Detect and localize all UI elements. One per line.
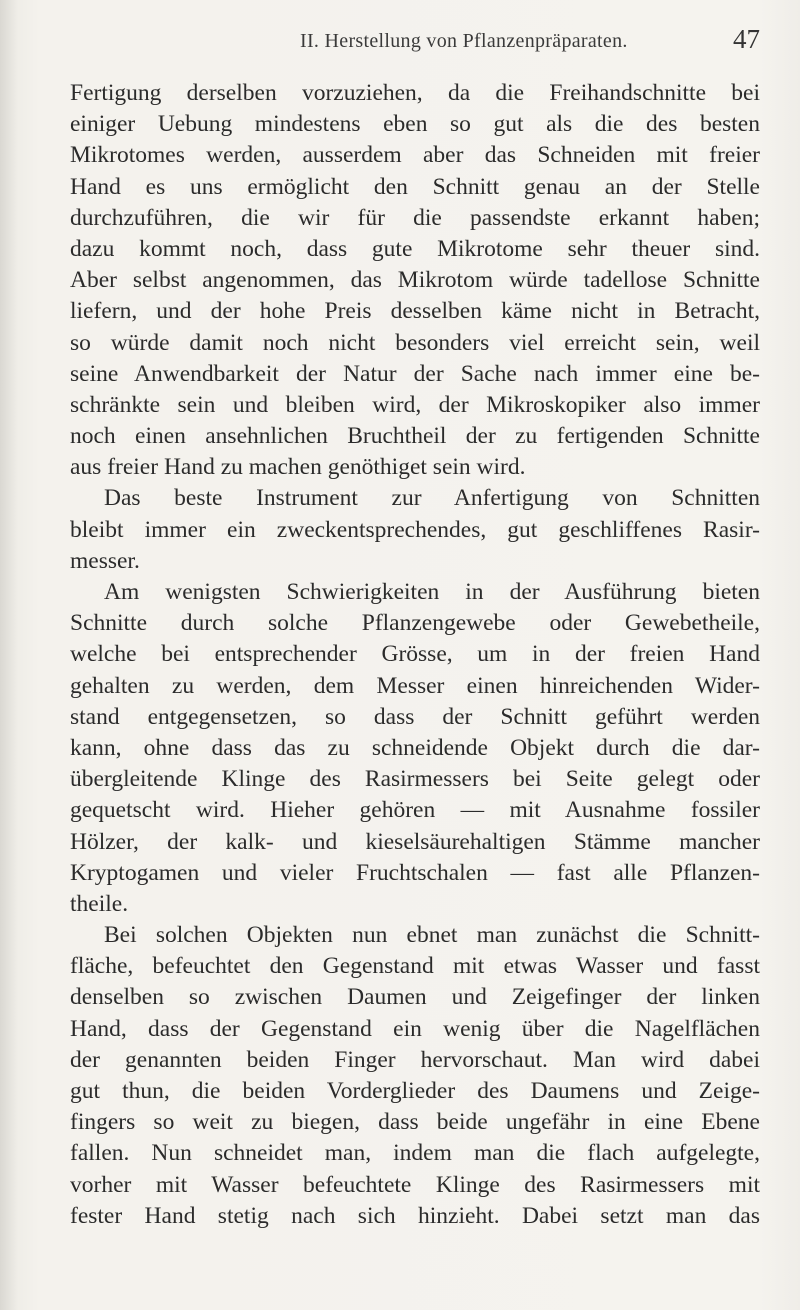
text-line: dazu kommt noch, dass gute Mikrotome sehr theuer sind. (70, 235, 760, 262)
text-line: durchzuführen, die wir für die passendste erkannt haben; (70, 204, 760, 231)
text-line: theile. (70, 890, 129, 917)
text-line: vorher mit Wasser befeuchtete Klinge des Rasirmessers mit (70, 1171, 760, 1198)
text-line: fester Hand stetig nach sich hinzieht. Dabei setzt man das (70, 1202, 760, 1229)
text-line: Bei solchen Objekten nun ebnet man zunächst die Schnitt- (104, 922, 760, 949)
text-line: Hand es uns ermöglicht den Schnitt genau an der Stelle (70, 173, 760, 200)
text-line: Kryptogamen und vieler Fruchtschalen — fast alle Pflanzen- (70, 859, 760, 886)
text-line: fallen. Nun schneidet man, indem man die flach aufgelegte, (70, 1140, 760, 1167)
text-line: Am wenigsten Schwierigkeiten in der Ausführung bieten (104, 579, 760, 605)
text-line: gut thun, die beiden Vorderglieder des Daumens und Zeige- (70, 1078, 760, 1104)
running-title: II. Herstellung von Pflanzenpräparaten. (300, 30, 628, 52)
text-line: welche bei entsprechender Grösse, um in der freien Hand (70, 641, 760, 668)
text-line: Schnitte durch solche Pflanzengewebe oder Gewebetheile, (70, 610, 760, 637)
text-line: Mikrotomes werden, ausserdem aber das Schneiden mit freier (70, 142, 760, 169)
text-line: gequetscht wird. Hieher gehören — mit Ausnahme fossiler (70, 797, 760, 824)
page-gutter-shadow (0, 0, 18, 1310)
text-line: fingers so weit zu biegen, dass beide ungefähr in eine Ebene (70, 1109, 760, 1136)
paragraph (70, 920, 760, 1232)
text-line: kann, ohne dass das zu schneidende Objekt durch die dar- (70, 734, 760, 761)
text-line: Fertigung derselben vorzuziehen, da die Freihandschnitte bei (70, 80, 760, 106)
text-line: seine Anwendbarkeit der Natur der Sache nach immer eine be- (70, 360, 760, 387)
text-line: stand entgegensetzen, so dass der Schnitt geführt werden (70, 703, 760, 730)
text-line: übergleitende Klinge des Rasirmessers bei Seite gelegt oder (70, 766, 760, 793)
text-line: denselben so zwischen Daumen und Zeigefinger der linken (70, 984, 760, 1011)
page-number: 47 (733, 24, 760, 54)
text-line: liefern, und der hohe Preis desselben käme nicht in Betracht, (70, 298, 760, 325)
text-line: noch einen ansehnlichen Bruchtheil der zu fertigenden Schnitte (70, 423, 760, 450)
paragraph (70, 577, 760, 920)
body-text (70, 78, 760, 1232)
text-line: einiger Uebung mindestens eben so gut als die des besten (70, 111, 760, 138)
text-line: Aber selbst angenommen, das Mikrotom würde tadellose Schnitte (70, 267, 760, 294)
text-line: so würde damit noch nicht besonders viel erreicht sein, weil (70, 329, 760, 356)
text-line: Hölzer, der kalk- und kieselsäurehaltigen Stämme mancher (70, 828, 760, 855)
text-line: aus freier Hand zu machen genöthiget sein wird. (70, 454, 526, 481)
text-line: Das beste Instrument zur Anfertigung von Schnitten (104, 485, 760, 512)
text-line: Hand, dass der Gegenstand ein wenig über die Nagelflächen (70, 1015, 760, 1042)
text-line: fläche, befeuchtet den Gegenstand mit etwas Wasser und fasst (70, 953, 760, 980)
text-line: der genannten beiden Finger hervorschaut. Man wird dabei (70, 1046, 760, 1073)
text-line: gehalten zu werden, dem Messer einen hinreichenden Wider- (70, 672, 760, 699)
text-line: schränkte sein und bleiben wird, der Mikroskopiker also immer (70, 391, 760, 418)
text-line: messer. (70, 547, 140, 574)
paragraph (70, 483, 760, 577)
text-line: bleibt immer ein zweckentsprechendes, gut geschliffenes Rasir- (70, 516, 760, 543)
running-head (60, 24, 760, 64)
paragraph (70, 78, 760, 483)
